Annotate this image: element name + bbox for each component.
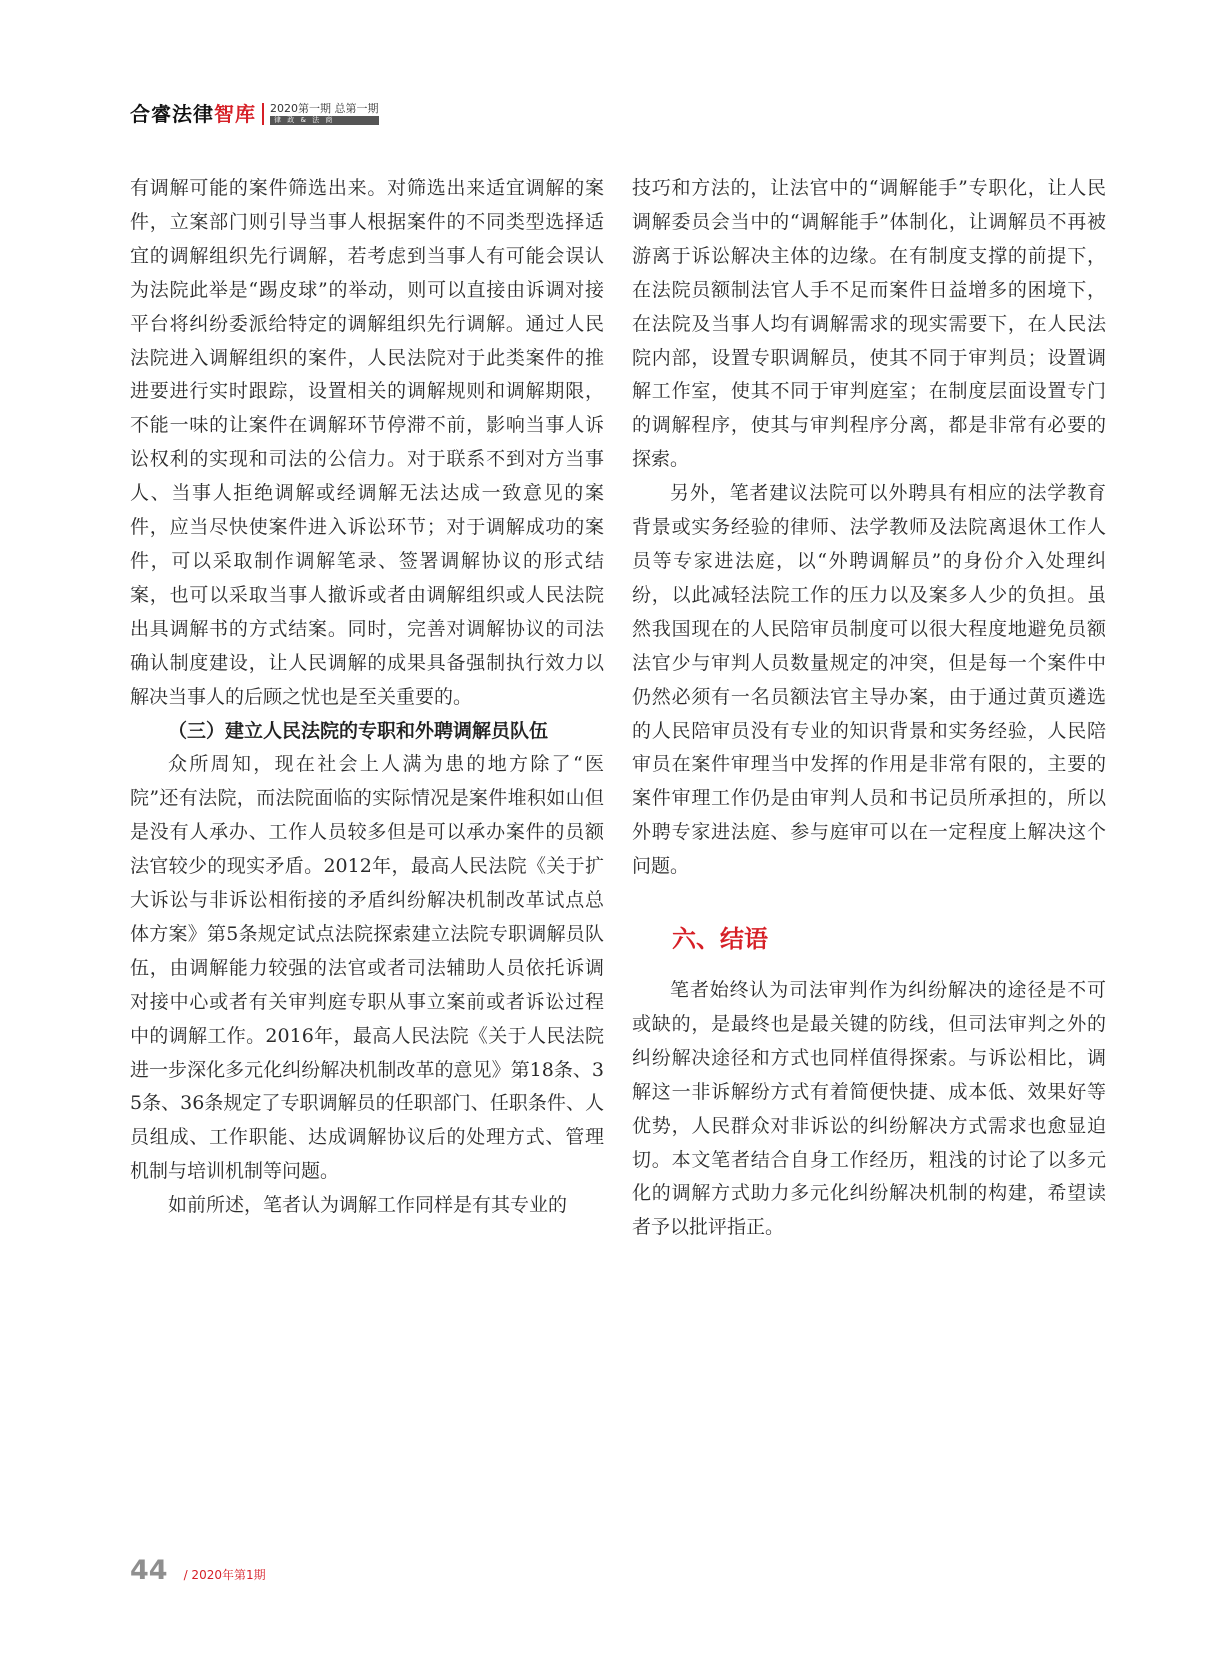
page-footer (130, 1555, 266, 1586)
page-number: 44 (130, 1555, 168, 1586)
subheading: （三）建立人民法院的专职和外聘调解员队伍 (168, 719, 549, 742)
issue-label: 2020第一期 总第一期 (270, 102, 379, 115)
brand-main: 合睿法律 (130, 102, 214, 126)
section-title: 六、结语 (672, 925, 768, 954)
journal-brand (130, 103, 256, 125)
left-paragraph-1: 有调解可能的案件筛选出来。对筛选出来适宜调解的案件，立案部门则引导当事人根据案件的不同类型选择适宜的调解组织先行调解，若考虑到当事人有可能会误认为法院此举是“踢皮球”的举动，则可以直接由诉调对接平台将纠纷委派给特定的调解组织先行调解。通过人民法院进入调解组织的案件，人民法院对于此类案件的推进要进行实时跟踪，设置相关的调解规则和调解期限，不能一味的让案件在调解环节停滞不前，影响当事人诉讼权利的实现和司法的公信力。对于联系不到对方当事人、当事人拒绝调解或经调解无法达成一致意见的案件，应当尽快使案件进入诉讼环节；对于调解成功的案件，可以采取制作调解笔录、签署调解协议的形式结案，也可以采取当事人撤诉或者由调解组织或人民法院出具调解书的方式结案。同时，完善对调解协议的司法确认制度建设，让人民调解的成果具备强制执行效力以解决当事人的后顾之忧也是至关重要的。 (130, 177, 604, 708)
running-header (130, 102, 379, 125)
left-paragraph-3: 如前所述，笔者认为调解工作同样是有其专业的 (168, 1194, 568, 1217)
right-paragraph-2: 另外，笔者建议法院可以外聘具有相应的法学教育背景或实务经验的律师、法学教师及法院离退休工作人员等专家进法庭，以“外聘调解员”的身份介入处理纠纷，以此减轻法院工作的压力以及案多人少的负担。虽然我国现在的人民陪审员制度可以很大程度地避免员额法官少与审判人员数量规定的冲突，但是每一个案件中仍然必须有一名员额法官主导办案，由于通过黄页遴选的人民陪审员没有专业的知识背景和实务经验，人民陪审员在案件审理当中发挥的作用是非常有限的，主要的案件审理工作仍是由审判人员和书记员所承担的，所以外聘专家进法庭、参与庭审可以在一定程度上解决这个问题。 (632, 482, 1106, 878)
left-paragraph-2: 众所周知，现在社会上人满为患的地方除了“医院”还有法院，而法院面临的实际情况是案件堆积如山但是没有人承办、工作人员较多但是可以承办案件的员额法官较少的现实矛盾。2012年，最高人民法院《关于扩大诉讼与非诉讼相衔接的矛盾纠纷解决机制改革试点总体方案》第5条规定试点法院探索建立法院专职调解员队伍，由调解能力较强的法官或者司法辅助人员依托诉调对接中心或者有关审判庭专职从事立案前或者诉讼过程中的调解工作。2016年，最高人民法院《关于人民法院进一步深化多元化纠纷解决机制改革的意见》第18条、35条、36条规定了专职调解员的任职部门、任职条件、人员组成、工作职能、达成调解协议后的处理方式、管理机制与培训机制等问题。 (130, 753, 604, 1183)
section-spacer-2 (632, 956, 1106, 974)
issue-info (270, 102, 379, 125)
right-paragraph-1: 技巧和方法的，让法官中的“调解能手”专职化，让人民调解委员会当中的“调解能手”体制化，让调解员不再被游离于诉讼解决主体的边缘。在有制度支撑的前提下，在法院员额制法官人手不足而案件日益增多的困境下，在法院及当事人均有调解需求的现实需要下，在人民法院内部，设置专职调解员，使其不同于审判员；设置调解工作室，使其不同于审判庭室；在制度层面设置专门的调解程序，使其与审判程序分离，都是非常有必要的探索。 (632, 177, 1106, 471)
left-column (130, 172, 604, 1223)
brand-accent: 智库 (214, 102, 256, 126)
right-paragraph-3: 笔者始终认为司法审判作为纠纷解决的途径是不可或缺的，是最终也是最关键的防线，但司法审判之外的纠纷解决途径和方式也同样值得探索。与诉讼相比，调解这一非诉解纷方式有着简便快捷、成本低、效果好等优势，人民群众对非诉讼的纠纷解决方式需求也愈显迫切。本文笔者结合自身工作经历，粗浅的讨论了以多元化的调解方式助力多元化纠纷解决机制的构建，希望读者予以批评指正。 (632, 979, 1106, 1239)
footer-issue: / 2020年第1期 (183, 1568, 266, 1582)
right-column (632, 172, 1106, 1245)
tagline: 律 政 & 法 商 (270, 116, 379, 125)
header-divider (262, 103, 264, 125)
section-spacer (632, 884, 1106, 922)
